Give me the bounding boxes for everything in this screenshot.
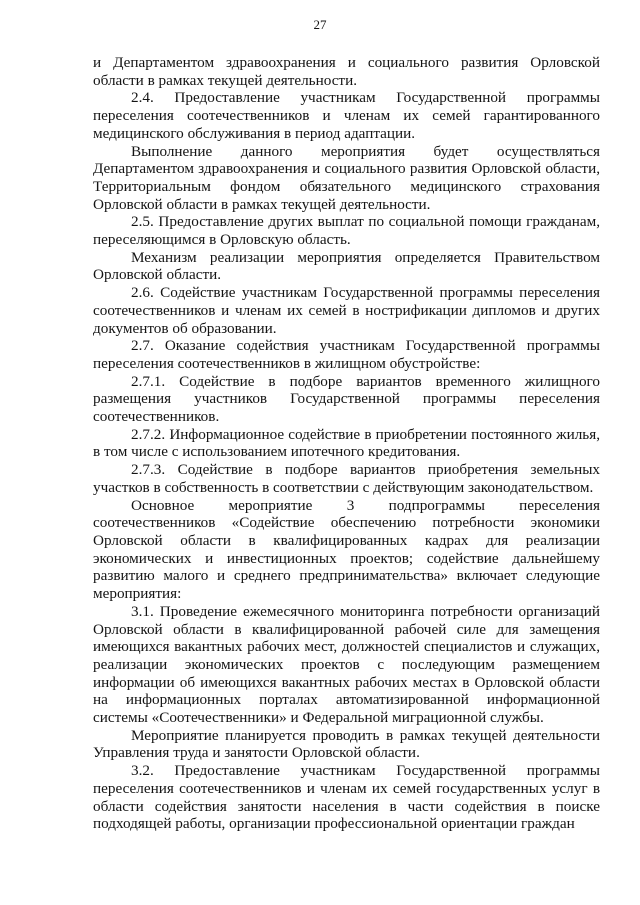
paragraph-2-7: 2.7. Оказание содействия участникам Государственной программы переселения соотечественников в жилищном обустройстве:: [93, 337, 600, 372]
paragraph-2-5: 2.5. Предоставление других выплат по социальной помощи гражданам, переселяющимся в Орловскую область.: [93, 213, 600, 249]
paragraph-continuation: и Департаментом здравоохранения и социального развития Орловской области в рамках текущей деятельности.: [93, 54, 600, 89]
paragraph-3-2: 3.2. Предоставление участникам Государственной программы переселения соотечественников и членам их семей государственных услуг в области содействия занятости населения в части содействия в поиске подходящей работы, организации профессиональной ориентации граждан: [93, 762, 600, 833]
paragraph-2-7-2: 2.7.2. Информационное содействие в приобретении постоянного жилья, в том числе с использованием ипотечного кредитования.: [93, 425, 600, 461]
paragraph-main-activity-3: Основное мероприятие 3 подпрограммы переселения соотечественников «Содействие обеспечению потребности экономики Орловской области в квалифицированных кадрах для реализации экономических и инвестиционных проектов; содействие дальнейшему развитию малого и среднего предпринимательства» включает следующие мероприятия:: [93, 496, 600, 603]
paragraph-2-4: 2.4. Предоставление участникам Государственной программы переселения соотечественников и членам их семей гарантированного медицинского обслуживания в период адаптации.: [93, 89, 600, 142]
paragraph-2-4-execution: Выполнение данного мероприятия будет осуществляться Департаментом здравоохранения и социального развития Орловской области, Территориальным фондом обязательного медицинского страхования Орловской области в рамках текущей деятельности.: [93, 142, 600, 213]
paragraph-3-1-planning: Мероприятие планируется проводить в рамках текущей деятельности Управления труда и занятости Орловской области.: [93, 726, 600, 762]
paragraph-2-6: 2.6. Содействие участникам Государственной программы переселения соотечественников и членам их семей в нострификации дипломов и других документов об образовании.: [93, 284, 600, 337]
paragraph-3-1: 3.1. Проведение ежемесячного мониторинга потребности организаций Орловской области в квалифицированной рабочей силе для замещения имеющихся вакантных рабочих мест, должностей специалистов и служащих, реализации экономических проектов с последующим размещением информации об имеющихся вакантных рабочих местах в Орловской области на информационных порталах автоматизированной информационной системы «Соотечественники» и Федеральной миграционной службы.: [93, 602, 600, 727]
document-body: [93, 54, 600, 833]
paragraph-2-5-mechanism: Механизм реализации мероприятия определяется Правительством Орловской области.: [93, 248, 600, 284]
page-number: 27: [313, 17, 327, 32]
paragraph-2-7-1: 2.7.1. Содействие в подборе вариантов временного жилищного размещения участников Государственной программы переселения соотечественников.: [93, 372, 600, 426]
paragraph-2-7-3: 2.7.3. Содействие в подборе вариантов приобретения земельных участков в собственность в соответствии с действующим законодательством.: [93, 461, 600, 496]
